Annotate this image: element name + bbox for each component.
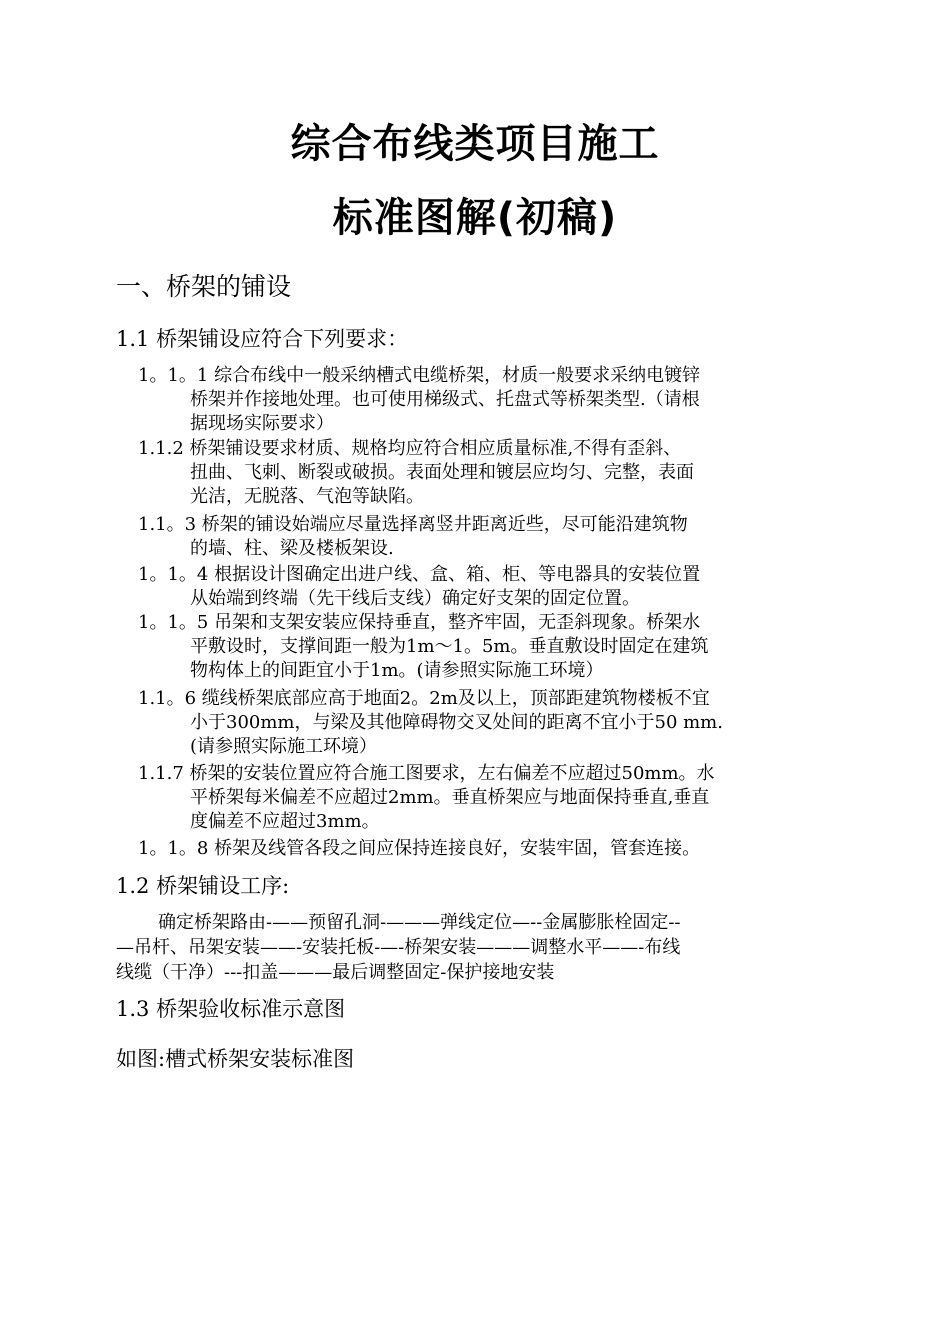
- item-line: 平敷设时，支撑间距一般为1m～1。5m。垂直敷设时固定在建筑: [190, 636, 709, 657]
- subsection-heading-1-2: 1.2 桥架铺设工序:: [116, 874, 290, 898]
- item-line: 光洁，无脱落、气泡等缺陷。: [190, 486, 424, 507]
- item-line: 1。1。8 桥架及线管各段之间应保持连接良好，安装牢固，管套连接。: [138, 838, 701, 859]
- item-line: 小于300mm，与梁及其他障碍物交叉处间的距离不宜小于50 mm.: [190, 712, 723, 733]
- item-line: 据现场实际要求）: [190, 413, 334, 434]
- item-line: 度偏差不应超过3mm。: [190, 811, 380, 832]
- requirement-item-1-1-8: [138, 837, 838, 861]
- requirement-item-1-1-6: [138, 687, 838, 759]
- section-heading-bridge-laying: 一、桥架的铺设: [116, 272, 292, 301]
- figure-caption: 如图:槽式桥架安装标准图: [116, 1047, 355, 1071]
- item-line: 1。1。4 根据设计图确定出进户线、盒、箱、柜、等电器具的安装位置: [138, 564, 701, 585]
- requirement-item-1-1-5: [138, 611, 838, 683]
- item-line: 桥架并作接地处理。也可使用梯级式、托盘式等桥架类型.（请根: [190, 389, 700, 410]
- item-line: 1.1.2 桥架铺设要求材质、规格均应符合相应质量标准,不得有歪斜、: [138, 438, 682, 459]
- process-sequence-paragraph: [116, 910, 836, 985]
- item-line: (请参照实际施工环境）: [190, 736, 378, 757]
- item-line: 物构体上的间距宜小于1m。(请参照实际施工环境）: [190, 660, 604, 681]
- document-title-line-2: 标准图解(初稿): [332, 195, 618, 241]
- requirement-item-1-1-2: [138, 437, 838, 509]
- item-line: 1.1。6 缆线桥架底部应高于地面2。2m及以上，顶部距建筑物楼板不宜: [138, 688, 710, 709]
- process-line: 线缆（干净）---扣盖———最后调整固定-保护接地安装: [116, 962, 555, 983]
- item-line: 1。1。5 吊架和支架安装应保持垂直，整齐牢固，无歪斜现象。桥架水: [138, 612, 701, 633]
- item-line: 1.1。3 桥架的铺设始端应尽量选择离竖井距离近些，尽可能沿建筑物: [138, 514, 688, 535]
- subsection-heading-1-3: 1.3 桥架验收标准示意图: [116, 997, 346, 1021]
- item-line: 从始端到终端（先干线后支线）确定好支架的固定位置。: [190, 588, 640, 609]
- item-line: 的墙、柱、梁及楼板架设.: [190, 538, 394, 559]
- item-line: 扭曲、飞刺、断裂或破损。表面处理和镀层应均匀、完整，表面: [190, 462, 694, 483]
- process-line: —吊杆、吊架安装——-安装托板-—-桥架安装———调整水平——-布线: [116, 937, 681, 958]
- item-line: 平桥架每米偏差不应超过2mm。垂直桥架应与地面保持垂直,垂直: [190, 787, 710, 808]
- requirement-item-1-1-4: [138, 563, 838, 611]
- process-line: 确定桥架路由-——预留孔洞-———弹线定位—--金属膨胀栓固定--: [158, 912, 681, 933]
- subsection-heading-1-1: 1.1 桥架铺设应符合下列要求：: [116, 327, 409, 351]
- item-line: 1.1.7 桥架的安装位置应符合施工图要求，左右偏差不应超过50mm。水: [138, 763, 715, 784]
- requirement-item-1-1-7: [138, 762, 838, 834]
- requirement-item-1-1-1: [138, 364, 838, 436]
- requirement-item-1-1-3: [138, 513, 838, 561]
- item-line: 1。1。1 综合布线中一般采纳槽式电缆桥架，材质一般要求采纳电镀锌: [138, 365, 701, 386]
- document-title-line-1: 综合布线类项目施工: [290, 121, 660, 167]
